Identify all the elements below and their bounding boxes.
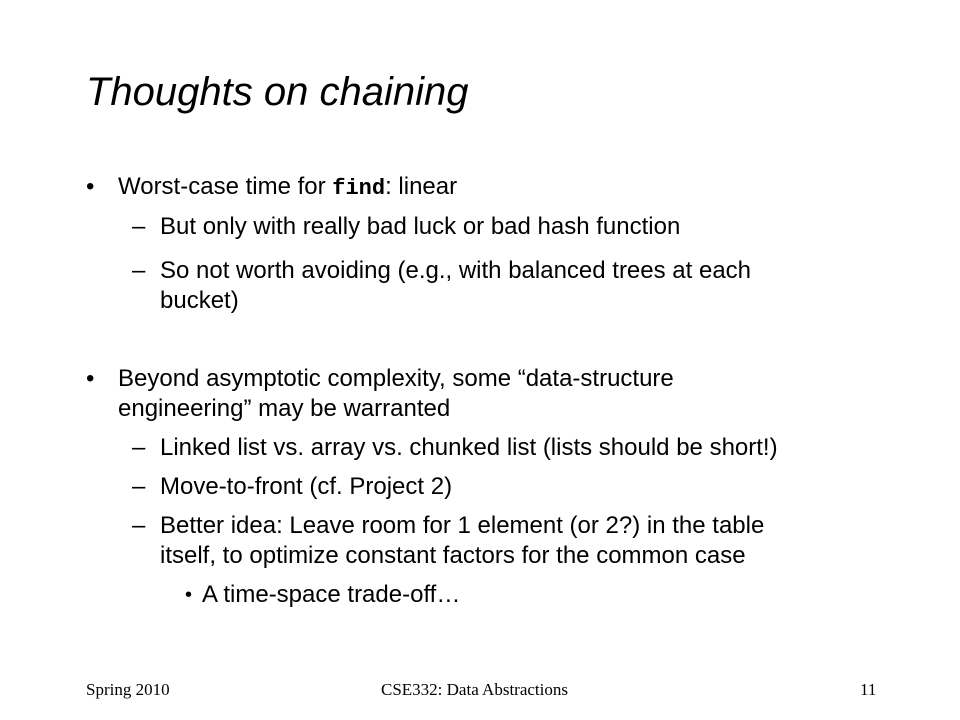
sub-bad-luck: But only with really bad luck or bad hash function — [160, 213, 681, 240]
bullet-text-pre: Worst-case time for — [118, 173, 333, 200]
sub-better-idea-line1: Better idea: Leave room for 1 element (or 2?) in the table — [160, 512, 765, 539]
bullet-beyond-line2: engineering” may be warranted — [118, 395, 451, 422]
sub-move-to-front: Move-to-front (cf. Project 2) — [160, 473, 453, 500]
code-find: find — [332, 176, 386, 201]
dash-marker: – — [132, 434, 146, 461]
dash-marker: – — [132, 512, 146, 539]
sub-better-idea-line2: itself, to optimize constant factors for the common case — [160, 542, 746, 569]
dash-marker: – — [132, 257, 146, 284]
sub-not-worth-line2: bucket) — [160, 287, 239, 314]
bullet-marker: • — [86, 173, 95, 200]
bullet-worst-case — [118, 172, 457, 204]
footer-left: Spring 2010 — [86, 680, 170, 699]
dash-marker: – — [132, 473, 146, 500]
bullet-marker: • — [86, 365, 95, 392]
sub-linked-list: Linked list vs. array vs. chunked list (lists should be short!) — [160, 434, 778, 461]
small-bullet-marker: • — [185, 584, 193, 606]
sub-not-worth-line1: So not worth avoiding (e.g., with balanced trees at each — [160, 257, 752, 284]
subsub-trade-off: A time-space trade-off… — [202, 581, 461, 608]
slide-title: Thoughts on chaining — [86, 70, 469, 114]
footer-page-number: 11 — [860, 680, 877, 699]
footer-center: CSE332: Data Abstractions — [381, 680, 568, 699]
dash-marker: – — [132, 213, 146, 240]
bullet-text-post: : linear — [385, 173, 458, 200]
bullet-beyond-line1: Beyond asymptotic complexity, some “data-structure — [118, 365, 674, 392]
